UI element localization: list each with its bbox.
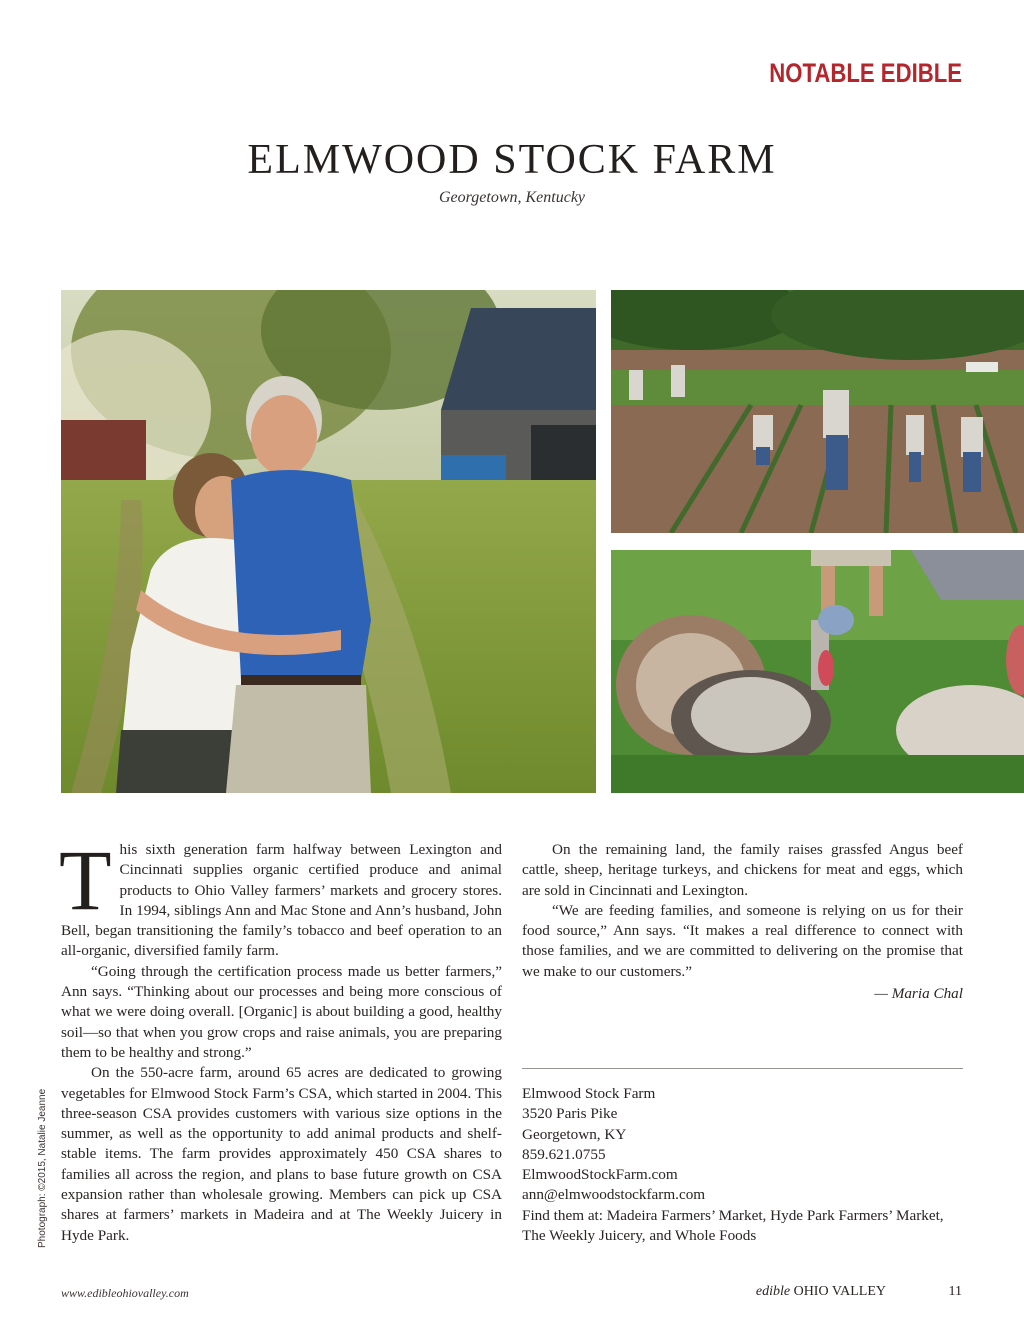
contact-info (522, 1084, 963, 1246)
article-paragraph: “We are feeding families, and someone is relying on us for their food source,” Ann says. “It makes a real difference to connect with those families, and we are committed to delivering on the promise that we make to our customers.” (522, 901, 963, 980)
photo-credit: Photograph: ©2015, Natalie Jeanne (37, 1088, 48, 1248)
section-tag: NOTABLE EDIBLE (769, 58, 962, 88)
photo-field (611, 290, 1024, 533)
footer-brand: edible OHIO VALLEY (755, 1284, 886, 1299)
page-subtitle: Georgetown, Kentucky (438, 189, 586, 206)
contact-address: 3520 Paris Pike (522, 1105, 618, 1123)
article-paragraph: On the remaining land, the family raises grassfed Angus beef cattle, sheep, heritage turkeys, and chickens for meat and eggs, which are sold in Cincinnati and Lexington. (522, 841, 963, 899)
photo-turkeys (611, 550, 1024, 793)
contact-website[interactable]: ElmwoodStockFarm.com (522, 1166, 678, 1184)
contact-email[interactable]: ann@elmwoodstockfarm.com (522, 1186, 706, 1204)
contact-city: Georgetown, KY (522, 1125, 627, 1143)
drop-cap: T (59, 832, 112, 928)
contact-locations: Find them at: Madeira Farmers’ Market, Hyde Park Farmers’ Market, The Weekly Juicery, and Whole Foods (522, 1206, 944, 1245)
article-paragraph: On the 550-acre farm, around 65 acres are dedicated to growing vegetables for Elmwood Stock Farm’s CSA, which started in 2004. This three-season CSA provides customers with various size options in the summer, as well as the opportunity to add animal products and shelf-stable items. The farm provides approximately 450 CSA shares to families all across the region, and plans to base future growth on CSA expansion rather than wholesale growing. Members can pick up CSA shares at farmers’ markets in Madeira and at The Weekly Juicery in Hyde Park. (61, 1064, 502, 1244)
page-number: 11 (948, 1284, 962, 1299)
contact-phone[interactable]: 859.621.0755 (522, 1145, 606, 1163)
article-left-column (59, 832, 502, 1246)
byline: — Maria Chal (874, 985, 963, 1003)
page-title: ELMWOOD STOCK FARM (247, 137, 777, 183)
contact-name: Elmwood Stock Farm (522, 1085, 656, 1102)
article-right-column (522, 840, 963, 1004)
footer-url[interactable]: www.edibleohiovalley.com (61, 1286, 189, 1300)
divider (522, 1068, 963, 1069)
article-paragraph: “Going through the certification process made us better farmers,” Ann says. “Thinking about our processes and being more conscious of what we were doing overall. [Organic] is about building a good, healthy soil—so that when you grow crops and raise animals, you are preparing them to be healthy and strong.” (61, 962, 502, 1061)
article-paragraph: This sixth generation farm halfway between Lexington and Cincinnati supplies organic certified produce and animal products to Ohio Valley farmers’ markets and grocery stores. In 1994, siblings Ann and Mac Stone and Ann’s husband, John Bell, began transitioning the family’s tobacco and beef operation to an all-organic, diversified family farm. (59, 832, 502, 960)
photo-couple (61, 290, 596, 793)
